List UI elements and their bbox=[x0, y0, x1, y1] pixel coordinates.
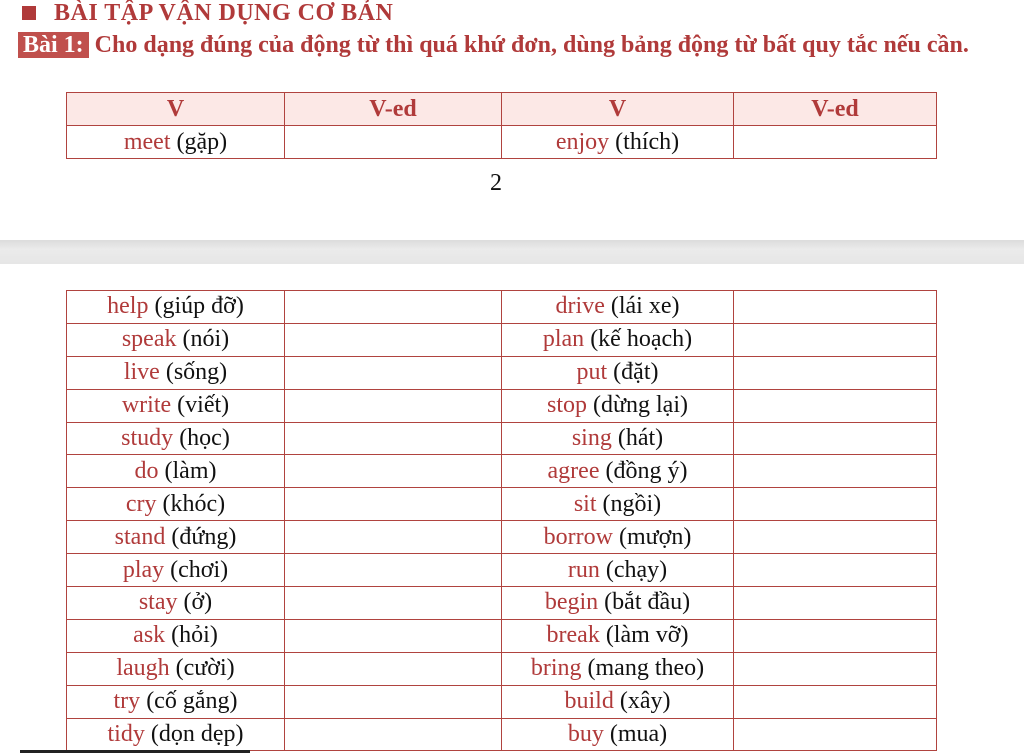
verb-english: buy bbox=[567, 721, 604, 748]
ved-answer-cell-right[interactable] bbox=[734, 126, 937, 159]
ved-answer-cell-left[interactable] bbox=[285, 685, 502, 718]
verb-meaning: (mang theo) bbox=[587, 655, 705, 682]
table-row bbox=[67, 652, 937, 685]
verb-meaning: (làm) bbox=[164, 457, 217, 484]
verb-english: sit bbox=[573, 490, 597, 517]
ved-answer-cell-left[interactable] bbox=[285, 323, 502, 356]
page-gap bbox=[0, 240, 1024, 264]
verb-cell-right bbox=[502, 291, 734, 324]
verb-meaning: (cố gắng) bbox=[146, 688, 238, 715]
section-heading bbox=[18, 0, 393, 26]
table-row bbox=[67, 422, 937, 455]
verb-table-page-2 bbox=[66, 290, 937, 751]
verb-english: stop bbox=[547, 392, 588, 419]
header-v-right: V bbox=[502, 93, 734, 126]
ved-answer-cell-right[interactable] bbox=[734, 718, 937, 751]
verb-cell-left bbox=[67, 126, 285, 159]
ved-answer-cell-left[interactable] bbox=[285, 422, 502, 455]
ved-answer-cell-left[interactable] bbox=[285, 126, 502, 159]
ved-answer-cell-left[interactable] bbox=[285, 356, 502, 389]
verb-english: speak bbox=[121, 326, 177, 353]
verb-cell-left bbox=[67, 488, 285, 521]
verb-english: live bbox=[123, 359, 160, 386]
table-row bbox=[67, 389, 937, 422]
verb-cell-right bbox=[502, 685, 734, 718]
verb-meaning: (viết) bbox=[177, 392, 230, 419]
ved-answer-cell-left[interactable] bbox=[285, 291, 502, 324]
verb-english: stand bbox=[114, 523, 166, 550]
ved-answer-cell-left[interactable] bbox=[285, 652, 502, 685]
verb-english: build bbox=[564, 688, 614, 715]
ved-answer-cell-right[interactable] bbox=[734, 587, 937, 620]
verb-meaning: (đặt) bbox=[613, 359, 659, 386]
verb-meaning: (thích) bbox=[615, 128, 680, 155]
verb-meaning: (mượn) bbox=[618, 523, 692, 550]
verb-cell-left bbox=[67, 389, 285, 422]
ved-answer-cell-right[interactable] bbox=[734, 685, 937, 718]
verb-english: stay bbox=[138, 589, 178, 616]
verb-meaning: (sống) bbox=[165, 359, 228, 386]
ved-answer-cell-right[interactable] bbox=[734, 619, 937, 652]
ved-answer-cell-right[interactable] bbox=[734, 389, 937, 422]
ved-answer-cell-left[interactable] bbox=[285, 521, 502, 554]
verb-english: do bbox=[134, 457, 159, 484]
verb-meaning: (học) bbox=[179, 425, 230, 451]
verb-meaning: (xây) bbox=[619, 688, 671, 715]
table-row bbox=[67, 488, 937, 521]
ved-answer-cell-left[interactable] bbox=[285, 619, 502, 652]
table-row bbox=[67, 685, 937, 718]
verb-meaning: (chạy) bbox=[605, 556, 668, 583]
ved-answer-cell-right[interactable] bbox=[734, 652, 937, 685]
verb-cell-right bbox=[502, 389, 734, 422]
verb-meaning: (hát) bbox=[617, 425, 664, 451]
verb-meaning: (bắt đầu) bbox=[604, 589, 691, 616]
verb-english: help bbox=[107, 293, 149, 320]
verb-cell-right bbox=[502, 521, 734, 554]
verb-cell-right bbox=[502, 422, 734, 455]
verb-english: begin bbox=[544, 589, 599, 616]
document-page-1 bbox=[0, 0, 1024, 240]
verb-cell-left bbox=[67, 718, 285, 751]
ved-answer-cell-right[interactable] bbox=[734, 291, 937, 324]
verb-english: write bbox=[121, 392, 172, 419]
verb-cell-right bbox=[502, 554, 734, 587]
verb-english: plan bbox=[542, 326, 585, 353]
verb-cell-right bbox=[502, 652, 734, 685]
verb-cell-left bbox=[67, 356, 285, 389]
verb-meaning: (gặp) bbox=[176, 128, 228, 155]
verb-meaning: (đồng ý) bbox=[605, 457, 688, 484]
verb-meaning: (mua) bbox=[609, 721, 668, 748]
table-row bbox=[67, 619, 937, 652]
verb-english: cry bbox=[125, 490, 157, 517]
ved-answer-cell-left[interactable] bbox=[285, 718, 502, 751]
table-row bbox=[67, 587, 937, 620]
table-row bbox=[67, 521, 937, 554]
header-v-left: V bbox=[67, 93, 285, 126]
verb-meaning: (nói) bbox=[182, 326, 230, 353]
verb-meaning: (chơi) bbox=[170, 556, 229, 583]
verb-english: borrow bbox=[543, 523, 613, 550]
verb-meaning: (hỏi) bbox=[171, 622, 218, 649]
table-header-row bbox=[67, 93, 937, 126]
verb-cell-right bbox=[502, 356, 734, 389]
verb-meaning: (dừng lại) bbox=[593, 392, 688, 419]
ved-answer-cell-left[interactable] bbox=[285, 488, 502, 521]
ved-answer-cell-right[interactable] bbox=[734, 356, 937, 389]
verb-english: run bbox=[567, 556, 600, 583]
ved-answer-cell-right[interactable] bbox=[734, 422, 937, 455]
verb-english: break bbox=[546, 622, 600, 649]
verb-cell-left bbox=[67, 652, 285, 685]
table-row bbox=[67, 126, 937, 159]
verb-cell-left bbox=[67, 587, 285, 620]
verb-english: meet bbox=[123, 128, 171, 155]
ved-answer-cell-left[interactable] bbox=[285, 554, 502, 587]
verb-english: ask bbox=[133, 622, 166, 649]
exercise-text: Cho dạng đúng của động từ thì quá khứ đơn, dùng bảng động từ bất quy tắc nếu cần. bbox=[94, 32, 969, 58]
exercise-badge: Bài 1: bbox=[18, 32, 89, 58]
footer-rule bbox=[20, 750, 250, 753]
verb-cell-right bbox=[502, 455, 734, 488]
verb-cell-left bbox=[67, 685, 285, 718]
verb-cell-right bbox=[502, 488, 734, 521]
verb-cell-left bbox=[67, 521, 285, 554]
verb-cell-left bbox=[67, 619, 285, 652]
table-row bbox=[67, 718, 937, 751]
verb-english: laugh bbox=[116, 655, 170, 682]
verb-cell-left bbox=[67, 554, 285, 587]
verb-english: study bbox=[121, 425, 174, 451]
verb-english: drive bbox=[555, 293, 605, 320]
table-row bbox=[67, 554, 937, 587]
verb-meaning: (làm vỡ) bbox=[605, 622, 689, 649]
verb-english: play bbox=[122, 556, 165, 583]
table-row bbox=[67, 356, 937, 389]
verb-cell-left bbox=[67, 422, 285, 455]
verb-english: try bbox=[113, 688, 141, 715]
verb-cell-right bbox=[502, 126, 734, 159]
header-ved-left: V-ed bbox=[285, 93, 502, 126]
table-row bbox=[67, 455, 937, 488]
verb-meaning: (lái xe) bbox=[610, 293, 680, 320]
table-row bbox=[67, 291, 937, 324]
section-heading-text: BÀI TẬP VẬN DỤNG CƠ BẢN bbox=[54, 0, 394, 26]
verb-cell-right bbox=[502, 587, 734, 620]
table-row bbox=[67, 323, 937, 356]
ved-answer-cell-right[interactable] bbox=[734, 455, 937, 488]
verb-meaning: (ở) bbox=[183, 589, 213, 616]
ved-answer-cell-right[interactable] bbox=[734, 323, 937, 356]
verb-cell-right bbox=[502, 323, 734, 356]
verb-english: agree bbox=[547, 457, 600, 484]
ved-answer-cell-right[interactable] bbox=[734, 521, 937, 554]
verb-cell-left bbox=[67, 455, 285, 488]
verb-meaning: (đứng) bbox=[171, 523, 237, 550]
ved-answer-cell-left[interactable] bbox=[285, 587, 502, 620]
verb-cell-right bbox=[502, 619, 734, 652]
verb-meaning: (giúp đỡ) bbox=[154, 293, 244, 320]
verb-english: put bbox=[576, 359, 608, 386]
verb-table-page-1 bbox=[66, 92, 937, 159]
exercise-instruction bbox=[18, 30, 1008, 60]
verb-english: enjoy bbox=[555, 128, 610, 155]
verb-meaning: (kế hoạch) bbox=[590, 326, 693, 353]
verb-cell-right bbox=[502, 718, 734, 751]
verb-meaning: (dọn dẹp) bbox=[150, 721, 244, 748]
verb-meaning: (ngồi) bbox=[602, 490, 662, 517]
square-bullet-icon bbox=[22, 6, 36, 20]
verb-cell-left bbox=[67, 323, 285, 356]
verb-meaning: (cười) bbox=[175, 655, 235, 682]
header-ved-right: V-ed bbox=[734, 93, 937, 126]
verb-meaning: (khóc) bbox=[162, 490, 226, 517]
ved-answer-cell-left[interactable] bbox=[285, 389, 502, 422]
verb-english: tidy bbox=[107, 721, 145, 748]
verb-cell-left bbox=[67, 291, 285, 324]
page-number: 2 bbox=[490, 170, 502, 196]
verb-english: sing bbox=[571, 425, 612, 451]
verb-english: bring bbox=[530, 655, 582, 682]
ved-answer-cell-right[interactable] bbox=[734, 488, 937, 521]
ved-answer-cell-left[interactable] bbox=[285, 455, 502, 488]
ved-answer-cell-right[interactable] bbox=[734, 554, 937, 587]
